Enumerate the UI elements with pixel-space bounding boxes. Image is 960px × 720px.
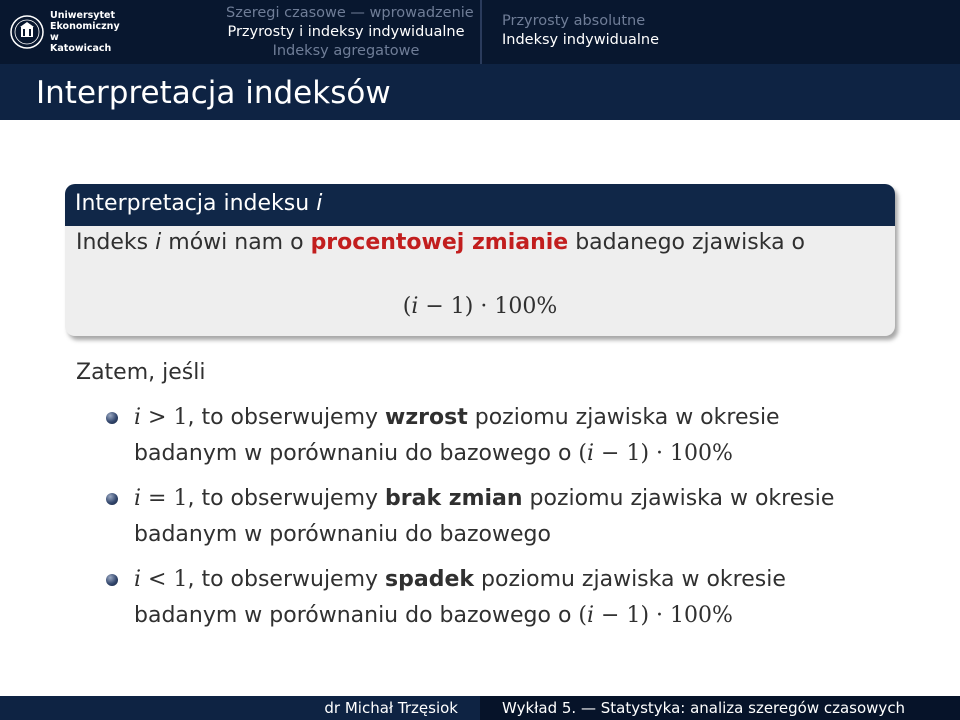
bullet-icon xyxy=(106,574,118,586)
university-seal-icon xyxy=(10,15,44,49)
highlight-text: procentowej zmianie xyxy=(310,230,569,255)
intro-text: Zatem, jeśli xyxy=(76,360,206,385)
nav-divider xyxy=(480,0,482,64)
nav-section-2[interactable]: Przyrosty i indeksy indywidualne xyxy=(227,24,465,40)
subsection-nav xyxy=(502,12,659,50)
nav-section-3[interactable]: Indeksy agregatowe xyxy=(272,43,420,59)
header-bar xyxy=(0,0,960,64)
block-text: Indeks i mówi nam o procentowej zmianie badanego zjawiska o xyxy=(76,230,805,255)
block-title: Interpretacja indeksu i xyxy=(65,184,895,226)
bullet-icon xyxy=(106,493,118,505)
list-item: i < 1, to obserwujemy spadek poziomu zjawiska w okresie badanym w porównaniu do bazowego o (i − 1) · 100% xyxy=(134,562,884,634)
block-formula: (i − 1) · 100% xyxy=(402,294,558,319)
bullet-list xyxy=(134,400,884,643)
nav-subsection-1[interactable]: Przyrosty absolutne xyxy=(502,13,646,29)
footer-lecture: Wykład 5. — Statystyka: analiza szeregów czasowych xyxy=(502,699,906,717)
university-name: Uniwersytet Ekonomiczny w Katowicach xyxy=(50,10,120,54)
footer-author: dr Michał Trzęsiok xyxy=(324,699,458,717)
frame-title: Interpretacja indeksów xyxy=(36,75,391,111)
list-item: i = 1, to obserwujemy brak zmian poziomu zjawiska w okresie badanym w porównaniu do bazowego xyxy=(134,481,884,553)
bullet-icon xyxy=(106,412,118,424)
list-item: i > 1, to obserwujemy wzrost poziomu zjawiska w okresie badanym w porównaniu do bazowego o (i − 1) · 100% xyxy=(134,400,884,472)
definition-block xyxy=(65,184,895,336)
block-body xyxy=(65,226,895,336)
section-nav xyxy=(226,4,474,61)
university-logo[interactable] xyxy=(10,8,118,56)
footer-lecture-bar xyxy=(480,696,960,720)
footer-author-bar xyxy=(0,696,480,720)
nav-subsection-2[interactable]: Indeksy indywidualne xyxy=(502,32,660,48)
nav-section-1[interactable]: Szeregi czasowe — wprowadzenie xyxy=(226,5,474,21)
